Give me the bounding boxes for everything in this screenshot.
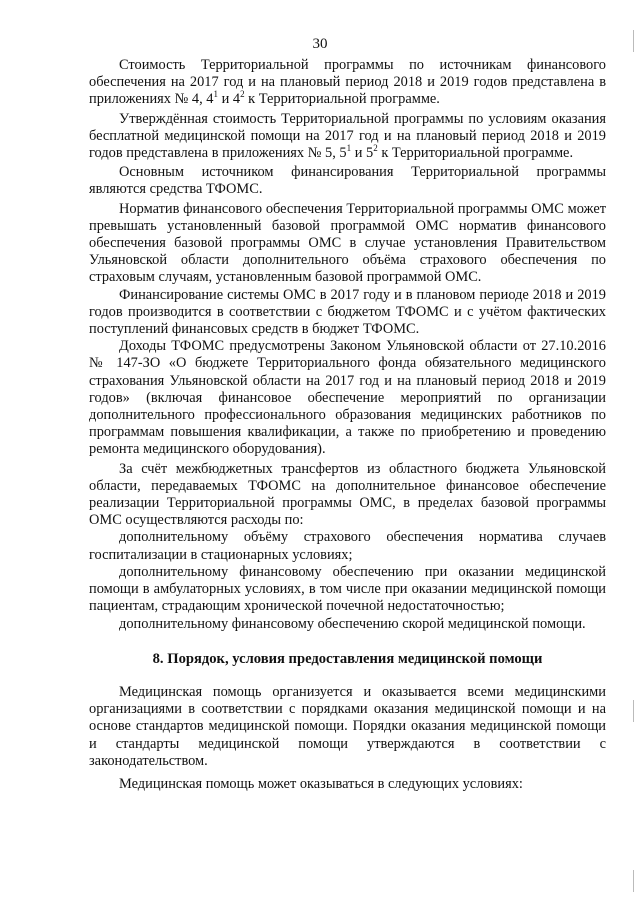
- paragraph-cost-sources: Стоимость Территориальной программы по источникам финансового обеспечения на 2017 год и на плановый период 2018 и 2019 годов представлена в приложениях № 4, $4^1$ и $4^2$ к Территориальной программе.: [89, 57, 606, 108]
- list-item-outpatient: дополнительному финансовому обеспечению при оказании медицинской помощи в амбулаторных условиях, в том числе при оказании медицинской помощи пациентам, страдающим хронической почечной недостаточностью;: [89, 563, 606, 615]
- paragraph-financing: Финансирование системы ОМС в 2017 году и в плановом периоде 2018 и 2019 годов производится в соответствии с бюджетом ТФОМС и с учётом фактических поступлений финансовых средств в бюджет ТФОМС.: [89, 286, 606, 338]
- scan-edge-mark: [629, 870, 634, 892]
- scan-edge-mark: [629, 700, 634, 722]
- paragraph-main-source: Основным источником финансирования Территориальной программы являются средства ТФОМС.: [89, 164, 606, 198]
- paragraph-organization: Медицинская помощь организуется и оказывается всеми медицинскими организациями в соответствии с порядками оказания медицинской помощи и на основе стандартов медицинской помощи. Порядки оказания медицинской помощи и стандарты медицинской помощи утверждаются в соответствии с законодательством.: [89, 683, 606, 769]
- section-heading: 8. Порядок, условия предоставления медицинской помощи: [152, 650, 543, 667]
- paragraph-approved-cost: Утверждённая стоимость Территориальной программы по условиям оказания бесплатной медицинской помощи на 2017 год и на плановый период 2018 и 2019 годов представлена в приложениях № 5, $5^1$ и $5^2$ к Территориальной программе.: [89, 110, 606, 162]
- paragraph-norm: Норматив финансового обеспечения Территориальной программы ОМС может превышать установленный базовой программой ОМС норматив финансового обеспечения базовой программы ОМС в случае установления Правительством Ульяновской области дополнительного объёма страхового обеспечения по страховым случаям, установленным базовой программой ОМС.: [89, 200, 606, 286]
- list-item-emergency: дополнительному финансовому обеспечению скорой медицинской помощи.: [119, 615, 586, 632]
- paragraph-transfers: За счёт межбюджетных трансфертов из областного бюджета Ульяновской области, передаваемых ТФОМС на дополнительное финансовое обеспечение реализации Территориальной программы ОМС, в пределах базовой программы ОМС осуществляются расходы по:: [89, 460, 606, 529]
- document-body: [89, 57, 606, 793]
- paragraph-revenues: Доходы ТФОМС предусмотрены Законом Ульяновской области от 27.10.2016 № 147-ЗО «О бюджете Территориального фонда обязательного медицинского страхования Ульяновской области на 2017 год и на плановый период 2018 и 2019 годов» (включая финансовое обеспечение мероприятий по организации дополнительного профессионального образования медицинских работников по программам повышения квалификации, а также по приобретению и проведению ремонта медицинского оборудования).: [89, 338, 606, 458]
- paragraph-conditions: Медицинская помощь может оказываться в следующих условиях:: [119, 775, 523, 792]
- list-item-hospitalization: дополнительному объёму страхового обеспечения норматива случаев госпитализации в стационарных условиях;: [89, 529, 606, 563]
- page-number: 30: [312, 36, 328, 52]
